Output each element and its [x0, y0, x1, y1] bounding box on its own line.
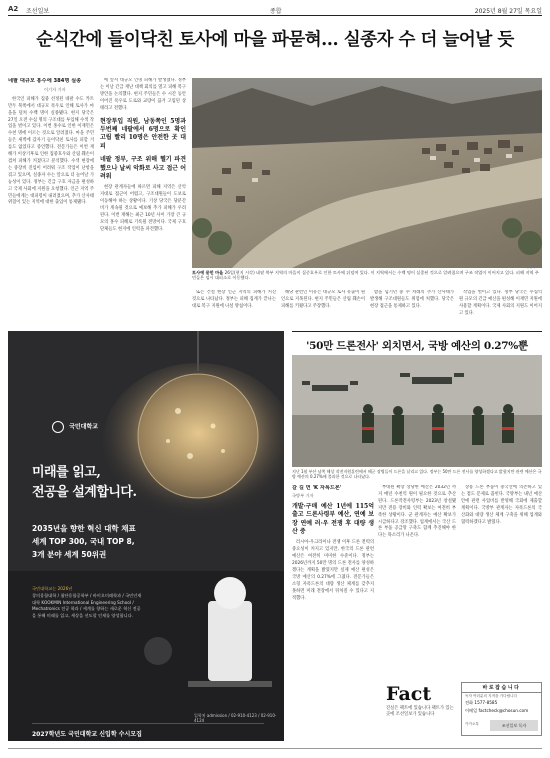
ad-footer: 2027학년도 국민대학교 신입학 수시모집: [32, 731, 142, 738]
ad-info-title: 국민대학교는 2026년: [32, 586, 73, 591]
drone-body-1: 러시아-우크라이나 전쟁 이후 드론 전력의 중요성이 커지고 있지만, 한국의 드론 관련 예산은 여전히 미미한 수준이다. 정부는 2026년까지 50만 명의 드론 전사를 양성하겠다는 계획을 밝혔지만 실제 예산 편성은 국방 예산의 0.27%에 그쳤다. 전문가들은 소형 자폭드론의 대량 생산 체계를 갖추지 못하면 미래 전장에서 뒤처질 수 있다고 지적했다.: [292, 540, 374, 601]
fact-slogan: 진실은 팩트에 있습니다 팩트가 있는 곳에 조선일보가 있습니다: [386, 706, 454, 717]
section-label: 종합: [270, 8, 282, 15]
correction-title: 바로잡습니다: [462, 684, 541, 693]
correction-contact-box: [461, 682, 542, 736]
drone-photo: [292, 355, 542, 467]
flood-photo-image: [192, 78, 542, 268]
article-column-6: [459, 290, 542, 324]
correction-email: 이메일 factcheck@chosun.com: [465, 708, 529, 713]
fact-logo: Fact: [386, 683, 432, 705]
flood-photo: [192, 78, 542, 268]
footer-rule: [8, 748, 542, 749]
ad-headline-1: 미래를 읽고,: [32, 465, 101, 480]
page-number: A2: [8, 5, 19, 13]
correction-subtitle: 독자 여러분의 지적을 기다립니다: [465, 694, 518, 698]
university-logo: [52, 421, 124, 437]
correction-kakao: 카카오톡: [465, 722, 479, 726]
drone-body-3: 상용 드론 부품이 중국산에 의존하고 있는 점도 문제로 꼽힌다. 국방부는 내년 예산안에 관련 사업비를 반영해 국회에 제출할 계획이다. 국방부 관계자는 자폭드론의 국산화와 대량 생산 체계 구축을 위해 업계와 협력하겠다고 밝혔다.: [461, 485, 542, 525]
main-headline: 순식간에 들이닥친 토사에 마을 파묻혀… 실종자 수 더 늘어날 듯: [36, 30, 514, 50]
article-body-2: 현장 관계자들에 따르면 피해 지역은 산악 지대로 접근이 어렵고, 구조대원들이 도보로 이동해야 하는 상황이다. 기상 당국은 당분간 비가 계속될 것으로 예보해 추가 피해가 우려된다. 이번 재해는 최근 10년 사이 가장 큰 규모의 홍수 피해로 기록될 전망이다. 국제 구호 단체들도 현지에 인력을 파견했다.: [100, 185, 186, 232]
article-body: 한국인 피해가 집중 선정된 네팔 수도 카트만두 북쪽에서 대규모 폭우로 인해 토사가 마을을 덮쳐 수백 명이 실종됐다. 현지 당국은 27일 오전 수십 명의 구조대를 투입해 수색 작업을 벌이고 있다. 이번 홍수로 인한 이재민은 수천 명에 이르는 것으로 알려졌다. 마을 주민들은 새벽에 갑자기 들이닥친 토사를 피할 겨를도 없었다고 증언했다. 전문가들은 이번 재해가 이상기후로 인한 집중호우와 산림 훼손이 겹쳐 피해가 커졌다고 분석했다. 수색 현장에는 중장비 진입이 어려워 구조 작업이 난항을 겪고 있으며, 실종자 수는 앞으로 더 늘어날 가능성이 있다. 정부는 긴급 구호 자금을 편성하고 국제 사회에 지원을 요청했다. 인근 지역 주민들에게는 대피령이 내려졌으며, 추가 산사태 위험이 있는 지역에 대한 출입이 통제됐다.: [8, 96, 94, 206]
drone-column-1: [292, 485, 374, 741]
article-column-3: [192, 290, 276, 324]
article-body-3: 또는 건설 현장 인근 지역의 피해가 커진 것으로 나타났다. 정부는 피해 집계가 끝나는 대로 복구 지원에 나설 방침이다.: [192, 290, 276, 309]
ad-info-text: 창의융합대학 / 첨단융합공학부 / 바이오미래학과 / 국민인재대학 KOOKMIN International Engineering School / Mechatronics 전공 학과 / 세계를 향하는 새로운 혁신 전공을 통해 미래를 읽고, 세상을 선도할 인재를 양성합니다.: [32, 592, 142, 619]
article-column-1: [8, 78, 94, 324]
article-column-5: [370, 290, 454, 324]
university-emblem-icon: [52, 421, 64, 433]
drone-photo-image: [292, 355, 542, 467]
drone-column-2: [378, 485, 456, 681]
article-subhead-1: 현장투입 직원, 남동쪽인 5명과 두번째 네팔에서 6명으로 확인 고립 빨리 10명은 안전한 곳 대피: [100, 117, 186, 150]
university-advertisement: [8, 331, 284, 741]
drone-kicker: 갈 길 먼 'K 자폭드론': [292, 485, 342, 491]
article-column-4: [281, 290, 365, 324]
article-body-6: 작업을 벌이고 있다. 정부 당국은 수십억 원 규모의 긴급 예산을 편성해 이재민 지원에 사용할 계획이다. 국제 사회의 지원도 이어지고 있다.: [459, 290, 542, 316]
drone-headline: '50만 드론전사' 외치면서, 국방 예산의 0.27%뿐: [306, 340, 528, 352]
correction-phone: 전화 1577-8585: [465, 700, 498, 705]
section-rule: [292, 331, 542, 332]
drone-subhead: 개발·구매 예산 1년에 115억 출고 드론사령부 예산, 연예 보장 연예 러·우 전쟁 후 대량 생산 중: [292, 502, 374, 536]
issue-date: 2025년 8월 27일 목요일: [474, 8, 542, 15]
article-body-4: 해당 관련인 이유는 대규모 토사 유출이 원인으로 지목된다. 현지 주민들은 산림 훼손이 피해를 키웠다고 주장했다.: [281, 290, 365, 309]
article-body-continued: 에 앞서 대규모 인명 피해가 발생했다. 정부는 이날 긴급 재난 대책 회의를 열고 피해 복구 방안을 논의했다. 현지 주민들은 수 시간 동안 이어진 폭우로 도로와 교량이 끊겨 고립된 상태라고 전했다.: [100, 78, 186, 111]
ad-headline-2: 전공을 설계합니다.: [32, 485, 137, 500]
article-column-2: [100, 78, 186, 324]
drone-body-2: 부대원 확장 상당한 예산은 2032년 까지 매년 수천억 원이 필요한 것으로 추산된다. 드론작전사령부는 2023년 창설됐지만 전용 장비와 인력 확보는 여전히 부족한 상황이다. 군 관계자는 예산 확보가 시급하다고 강조했다. 업계에서는 국산 드론 부품 공급망 구축도 함께 추진해야 한다는 목소리가 나온다.: [378, 485, 456, 539]
article-byline: 이기자 기자: [44, 86, 66, 92]
drone-photo-caption: 지난 1월 부산 남쪽 해상 작전지원훈련에서 해군 장병들이 드론을 날리고 있다. 정부는 50만 드론 전사를 양성하겠다고 밝혔지만 관련 예산은 국방 예산의 0.27%에 불과한 것으로 나타났다.: [292, 469, 542, 480]
photo-credit: AP 연합뉴스: [520, 265, 540, 269]
ad-rank-line-2: 3개 분야 세계 50위권: [32, 550, 107, 559]
photo-caption-text: 26일(현지 시각) 네팔 북부 지역의 마을이 집중호우로 인한 토사에 뒤덮여 있다. 이 지역에서는 수백 명이 실종된 것으로 알려졌으며 구조 작업이 이어지고 있다. 피해 지역 주민들은 임시 대피소로 이동했다.: [192, 270, 539, 281]
photo-caption-title: 토사에 묻힌 마을: [192, 270, 224, 275]
university-name: 국민대학교: [69, 423, 99, 431]
ad-info: [32, 586, 142, 620]
article-subhead-2: 네팔 정부, 구조 위해 헬기 파견 했으나 날씨 악화로 사고 접근 어려워: [100, 156, 186, 180]
ad-contact: 입학처 admission / 02-910-4123 / 02-910-4124: [194, 713, 277, 724]
drone-column-3: [461, 485, 542, 679]
ad-rank-line-1: 세계 TOP 300, 국내 TOP 8,: [32, 537, 135, 546]
drone-byline: 국방부 기자: [292, 492, 314, 498]
reader-channel-badge: 조선일보 독자: [490, 720, 538, 731]
article-kicker: 네팔 대규모 홍수에 384명 실종: [8, 78, 82, 84]
newspaper-name: 조선일보: [26, 8, 50, 15]
article-body-5: 밤을 넘기던 중 수 차례의 추가 산사태가 발생해 구조대원들도 위험에 처했다. 당국은 현장 접근을 통제하고 있다.: [370, 290, 454, 309]
header-rule: [8, 15, 542, 16]
photo-caption: [192, 270, 542, 281]
ad-rank-heading: 2035년을 향한 혁신 대학 채표: [32, 524, 136, 533]
